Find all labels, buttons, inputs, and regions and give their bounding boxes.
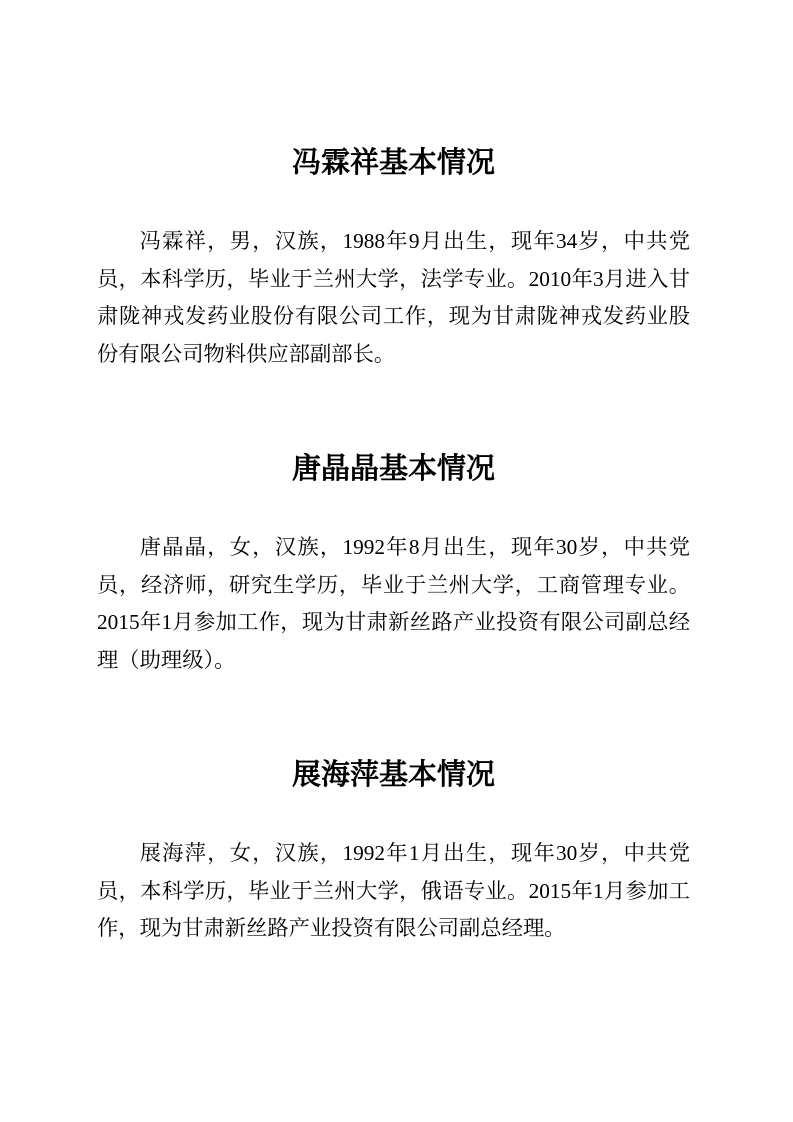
section-zhan-haiping — [97, 756, 690, 948]
section-3-title: 展海萍基本情况 — [291, 759, 495, 791]
section-3-paragraph — [97, 835, 690, 948]
paragraph-line: 展海萍，女，汉族，1992年1月出生，现年30岁，中共党 — [139, 841, 690, 865]
paragraph-line: 唐晶晶，女，汉族，1992年8月出生，现年30岁，中共党 — [139, 535, 690, 559]
section-1-title: 冯霖祥基本情况 — [291, 147, 495, 179]
paragraph-line: 作，现为甘肃新丝路产业投资有限公司副总经理。 — [97, 916, 566, 940]
section-tang-jingjing — [97, 450, 690, 679]
section-2-title: 唐晶晶基本情况 — [291, 453, 495, 485]
paragraph-line: 份有限公司物料供应部副部长。 — [97, 341, 396, 366]
section-feng-linxiang — [97, 144, 690, 373]
section-1-paragraph — [97, 223, 690, 373]
paragraph-line: 员，本科学历，毕业于兰州大学，法学专业。2010年3月进入甘 — [97, 266, 690, 291]
paragraph-line: 员，本科学历，毕业于兰州大学，俄语专业。2015年1月参加工 — [97, 878, 690, 903]
paragraph-line: 2015年1月参加工作，现为甘肃新丝路产业投资有限公司副总经 — [97, 610, 690, 634]
paragraph-line: 员，经济师，研究生学历，毕业于兰州大学，工商管理专业。 — [97, 572, 690, 597]
paragraph-line: 肃陇神戎发药业股份有限公司工作，现为甘肃陇神戎发药业股 — [97, 304, 690, 328]
paragraph-line: 理（助理级）。 — [97, 647, 236, 672]
paragraph-line: 冯霖祥，男，汉族，1988年9月出生，现年34岁，中共党 — [139, 229, 690, 253]
section-2-paragraph — [97, 529, 690, 679]
